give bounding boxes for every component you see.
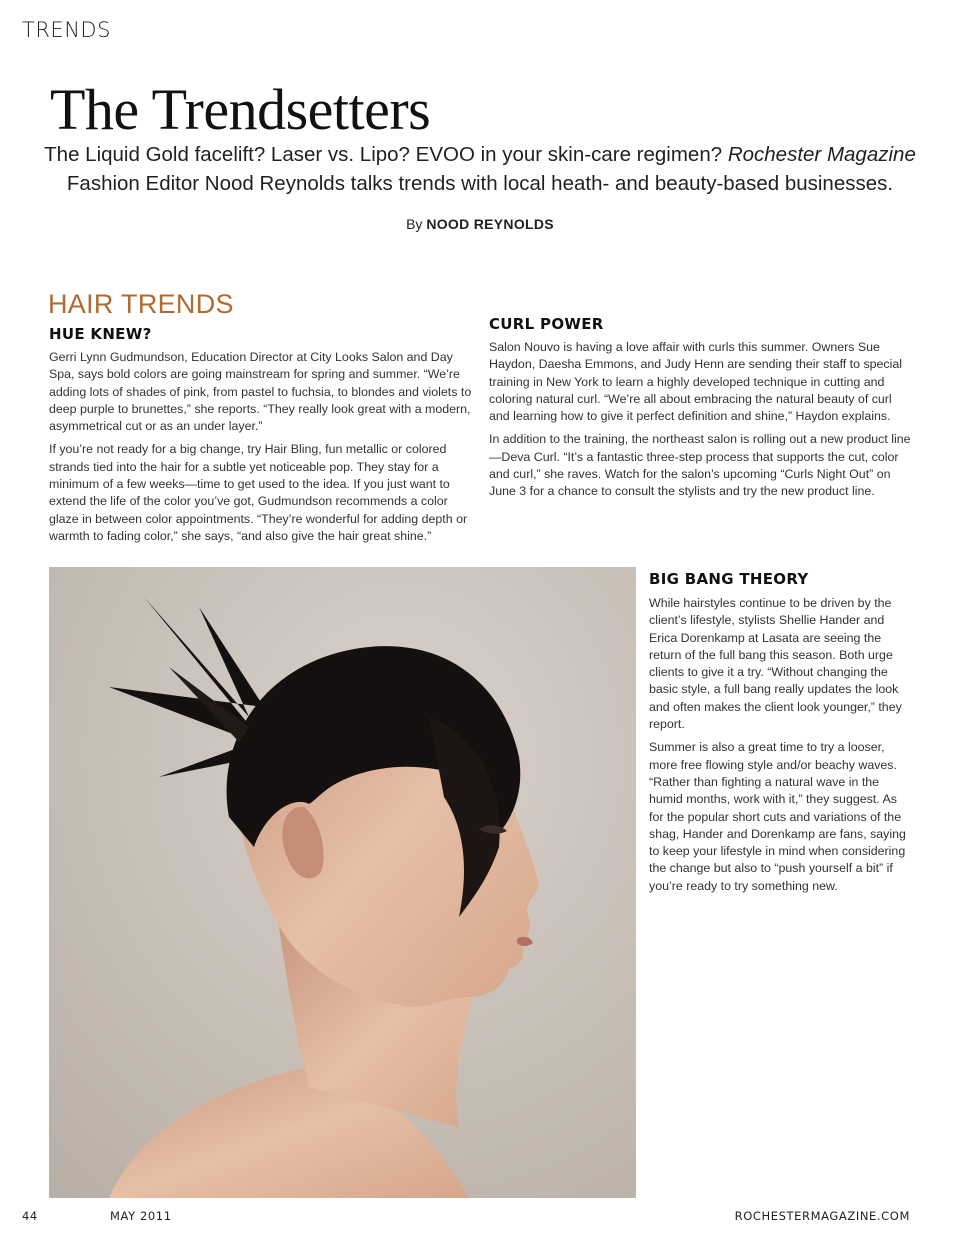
big-bang-heading: BIG BANG THEORY: [649, 570, 809, 588]
big-bang-body: [649, 595, 911, 901]
article-deck: [30, 140, 930, 198]
hue-knew-heading: HUE KNEW?: [49, 325, 152, 343]
deck-publication-name: Rochester Magazine: [727, 143, 916, 166]
curl-power-paragraph: Salon Nouvo is having a love affair with curls this summer. Owners Sue Haydon, Daesha Emmons, and Judy Henn are sending their staff to special training in New York to learn a highly developed technique in cutting and coloring natural curl. “We’re all about embracing the natural beauty of curl and learning how to give it perfect definition and shine,” Haydon explains.: [489, 340, 903, 424]
deck-text-2: Fashion Editor Nood Reynolds talks trends with local heath- and beauty-based businesses.: [66, 172, 894, 195]
issue-date: MAY 2011: [110, 1209, 172, 1223]
curl-power-heading: CURL POWER: [489, 315, 604, 333]
website-link[interactable]: ROCHESTERMAGAZINE.COM: [734, 1209, 910, 1223]
deck-text-1: The Liquid Gold facelift? Laser vs. Lipo? EVOO in your skin-care regimen?: [44, 143, 728, 166]
profile-photo: [49, 567, 636, 1198]
page-title: The Trendsetters: [50, 77, 431, 142]
curl-power-body: [489, 339, 914, 507]
big-bang-paragraph: Summer is also a great time to try a looser, more free flowing style and/or beachy waves. “Rather than fighting a natural wave in the humid months, work with it,” they suggest. As for the popular short cuts and variations of the shag, Hander and Dorenkamp are fans, saying to keep your lifestyle in mind when considering the change but also to “push yourself a bit” if you’re ready to try something new.: [649, 740, 906, 893]
curl-power-paragraph: In addition to the training, the northeast salon is rolling out a new product line—Deva Curl. “It’s a fantastic three-step process that supports the cut, color and curl,” she raves. Watch for the salon’s upcoming “Curls Night Out” on June 3 for a chance to consult the stylists and try the new product line.: [489, 432, 911, 499]
hue-knew-body: [49, 349, 474, 551]
section-kicker: HAIR TRENDS: [48, 289, 234, 319]
big-bang-paragraph: While hairstyles continue to be driven by the client’s lifestyle, stylists Shellie Hander and Erica Dorenkamp at Lasata are seeing the return of the full bang this season. Both urge clients to give it a try. “Without changing the basic style, a full bang really updates the look and often makes the client look younger,” they report.: [649, 596, 902, 732]
byline-author: NOOD REYNOLDS: [426, 216, 554, 232]
byline: [0, 216, 960, 232]
section-label: TRENDS: [22, 18, 111, 42]
byline-prefix: By: [406, 216, 427, 232]
page-number: 44: [22, 1209, 38, 1223]
woman-profile-illustration: [49, 567, 636, 1198]
hue-knew-paragraph: If you’re not ready for a big change, try Hair Bling, fun metallic or colored strands tied into the hair for a subtle yet noticeable pop. They stay for a minimum of a few weeks—time to get used to the idea. If you just want to extend the life of the color you’ve got, Gudmundson recommends a color glaze in between color appointments. “They’re wonderful for adding depth or warmth to fading color,” she says, “and also give the hair great shine.”: [49, 442, 468, 543]
hue-knew-paragraph: Gerri Lynn Gudmundson, Education Director at City Looks Salon and Day Spa, says bold colors are going mainstream for spring and summer. “We’re adding lots of shades of pink, from pastel to fuchsia, to blondes and violets to deep purple to brunettes,” she reports. “They really look great with a modern, asymmetrical cut or as an under layer.”: [49, 350, 472, 434]
